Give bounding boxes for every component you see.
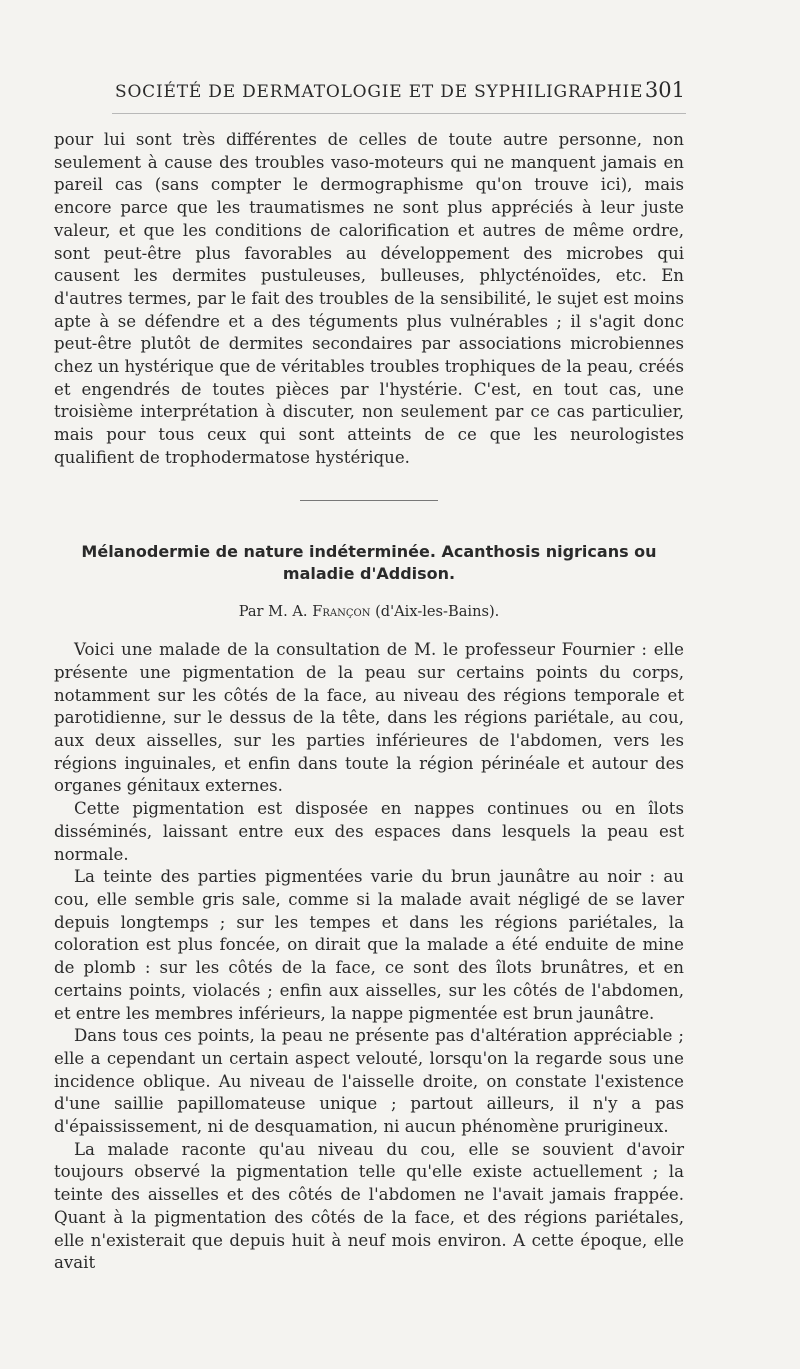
continued-paragraph: pour lui sont très différentes de celles de toute autre personne, non seulement à cause des troubles vaso-moteurs qui ne manquent jamais en pareil cas (sans compter le dermographisme qu'on trouve ici), mais encore parce que les traumatismes ne sont plus appréciés à leur juste valeur, et que les conditions de calorification et autres de même ordre, sont peut-être plus favorables au développement des microbes qui causent les dermites pustuleuses, bulleuses, phlycténoïdes, etc. En d'autres termes, par le fait des troubles de la sensibilité, le sujet est moins apte à se défendre et a des téguments plus vulnérables ; il s'agit donc peut-être plutôt de dermites secondaires par associations microbiennes chez un hystérique que de véritables troubles trophiques de la peau, créés et engendrés de toutes pièces par l'hystérie. C'est, en tout cas, une troisième interprétation à discuter, non seulement par ce cas particulier, mais pour tous ceux qui sont atteints de ce que les neurologistes qualifient de trophodermatose hystérique. [54,130,684,467]
article-paragraph: La malade raconte qu'au niveau du cou, elle se souvient d'avoir toujours observé la pigmentation telle qu'elle existe actuellement ; la teinte des aisselles et des côtés de l'abdomen ne l'avait jamais frappée. Quant à la pigmentation des côtés de la face, et des régions pariétales, elle n'existerait que depuis huit à neuf mois environ. A cette époque, elle avait [54,1139,684,1273]
running-header [115,78,685,102]
header-rule [112,113,686,114]
byline-prefix: Par M. A. [238,602,308,620]
byline-author: Françon [312,602,371,620]
byline-suffix: (d'Aix-les-Bains). [375,602,500,620]
article-paragraph: Voici une malade de la consultation de M. le professeur Fournier : elle présente une pigmentation de la peau sur certains points du corps, notamment sur les côtés de la face, au niveau des régions temporale et parotidienne, sur le dessus de la tête, dans les régions pariétale, au cou, aux deux aisselles, sur les parties inférieures de l'abdomen, vers les régions inguinales, et enfin dans toute la région périnéale et autour des organes génitaux externes. [54,640,684,796]
body-text [54,129,684,1275]
article-paragraph: Cette pigmentation est disposée en nappes continues ou en îlots disséminés, laissant entre eux des espaces dans lesquels la peau est normale. [54,799,684,864]
article-title-line-2: maladie d'Addison. [282,563,456,583]
article-paragraph: Dans tous ces points, la peau ne présente pas d'altération appréciable ; elle a cependant un certain aspect velouté, lorsqu'on la regarde sous une incidence oblique. Au niveau de l'aisselle droite, on constate l'existence d'une saillie papillomateuse unique ; partout ailleurs, il n'y a pas d'épaississement, ni de desquamation, ni aucun phénomène prurigineux. [54,1026,684,1137]
article-title-line-1: Mélanodermie de nature indéterminée. Acanthosis nigricans ou [81,541,657,561]
article-body [54,639,684,1275]
byline [54,601,684,624]
article-paragraph: La teinte des parties pigmentées varie du brun jaunâtre au noir : au cou, elle semble gris sale, comme si la malade avait négligé de se laver depuis longtemps ; sur les tempes et dans les régions pariétales, la coloration est plus foncée, on dirait que la malade a été enduite de mine de plomb : sur les côtés de la face, ce sont des îlots brunâtres, et en certains points, violacés ; enfin aux aisselles, sur les côtés de l'abdomen, et entre les membres inférieurs, la nappe pigmentée est brun jaunâtre. [54,867,684,1023]
running-title: SOCIÉTÉ DE DERMATOLOGIE ET DE SYPHILIGRAPHIE [115,82,644,102]
page-number: 301 [644,78,685,102]
section-separator [300,500,438,501]
article-title [54,541,684,585]
